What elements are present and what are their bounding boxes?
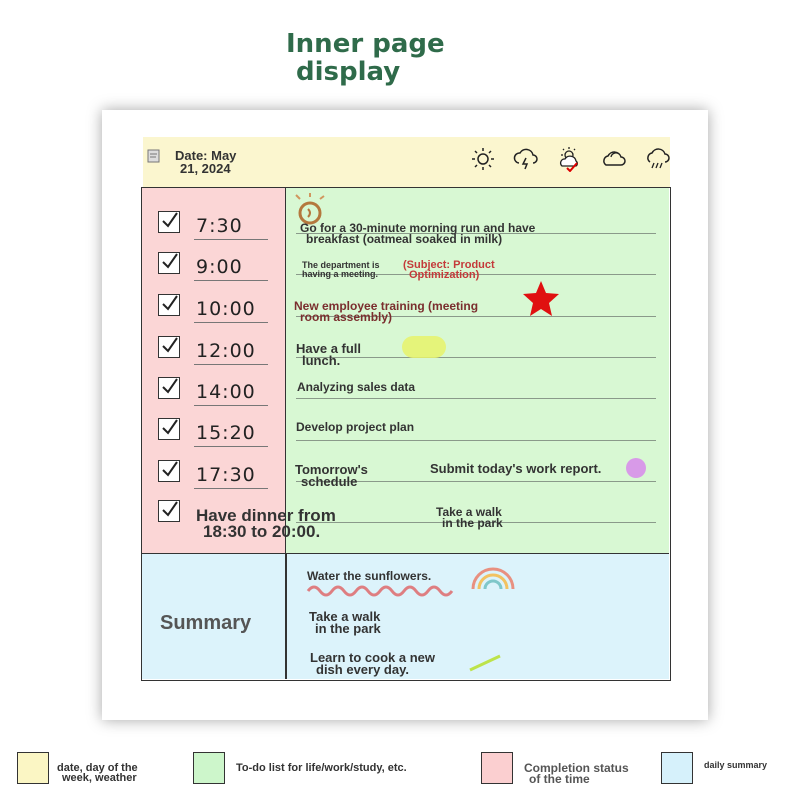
completion-checkbox[interactable] <box>158 252 180 274</box>
page-title-line2: display <box>296 57 401 87</box>
legend-daily-summary <box>704 760 767 770</box>
task-text-line2: in the park <box>442 516 503 530</box>
date-weather-header <box>143 137 670 187</box>
time-label: 9:00 <box>196 256 243 278</box>
task-text-line2: having a meeting. <box>302 269 379 279</box>
task-employee-training[interactable] <box>294 301 478 323</box>
summary-text: Water the sunflowers. <box>307 569 432 583</box>
task-subject-line1: (Subject: Product <box>403 259 495 271</box>
time-row <box>158 252 270 282</box>
summary-item[interactable] <box>309 611 381 635</box>
legend-swatch-blue <box>661 752 693 784</box>
legend-todo-list <box>236 763 407 773</box>
task-text: Submit today's work report. <box>430 461 602 476</box>
time-label: 7:30 <box>196 215 243 237</box>
legend-text: To-do list for life/work/study, etc. <box>236 762 407 774</box>
summary-label: Summary <box>160 612 252 634</box>
purple-dot-sticker <box>626 458 646 478</box>
task-text-line1: Have dinner from <box>196 506 336 525</box>
time-underline <box>194 364 268 365</box>
task-text-line1: Have a full <box>296 341 362 356</box>
legend-swatch-yellow <box>17 752 49 784</box>
summary-text-line2: in the park <box>315 621 381 636</box>
task-lunch[interactable] <box>296 343 361 367</box>
time-label: 15:20 <box>196 422 256 444</box>
time-underline <box>194 322 268 323</box>
task-text-line1: Go for a 30-minute morning run and have <box>300 221 536 235</box>
date-line1: Date: May <box>175 148 237 163</box>
task-walk-park[interactable] <box>436 507 503 529</box>
completion-checkbox[interactable] <box>158 211 180 233</box>
legend-swatch-pink <box>481 752 513 784</box>
legend-completion-status <box>524 763 629 785</box>
legend-text-line1: date, day of the <box>57 762 138 774</box>
summary-text-line2: dish every day. <box>316 662 409 677</box>
summary-text-line1: Learn to cook a new <box>310 650 435 665</box>
task-subject-line2: Optimization) <box>409 269 480 281</box>
legend-date-weather <box>57 763 138 783</box>
task-tomorrow-schedule[interactable] <box>295 464 368 488</box>
cloud-icon[interactable] <box>601 146 627 172</box>
task-text: Analyzing sales data <box>297 380 416 394</box>
date-label <box>175 149 285 175</box>
rainbow-icon <box>468 561 518 591</box>
task-dinner[interactable] <box>196 508 336 540</box>
time-underline <box>194 405 268 406</box>
summary-divider <box>285 554 287 679</box>
sun-cloud-icon[interactable] <box>557 146 583 172</box>
task-text: Develop project plan <box>296 420 415 434</box>
completion-checkbox[interactable] <box>158 294 180 316</box>
legend-text-line2: of the time <box>529 772 590 786</box>
todo-line <box>296 440 656 441</box>
note-icon <box>147 149 161 163</box>
sun-icon[interactable] <box>470 146 496 172</box>
time-row <box>158 418 270 448</box>
task-sales-data[interactable] <box>297 382 415 393</box>
task-text-line1: Take a walk <box>436 505 502 519</box>
task-morning-run[interactable] <box>300 223 535 245</box>
task-project-plan[interactable] <box>296 422 414 433</box>
task-meeting-subject <box>403 260 495 280</box>
page-title-line1: Inner page <box>286 29 445 59</box>
time-label: 12:00 <box>196 340 256 362</box>
time-row <box>158 336 270 366</box>
completion-checkbox[interactable] <box>158 377 180 399</box>
thunderstorm-icon[interactable] <box>513 146 539 172</box>
completion-checkbox[interactable] <box>158 418 180 440</box>
task-work-report[interactable] <box>430 463 601 475</box>
task-text-line2: schedule <box>301 474 358 489</box>
page-title <box>286 30 526 86</box>
time-label: 14:00 <box>196 381 256 403</box>
scribble-mark <box>306 583 466 597</box>
time-underline <box>194 446 268 447</box>
time-row <box>158 211 270 241</box>
pen-stroke-mark <box>468 654 504 672</box>
summary-text-line1: Take a walk <box>309 609 381 624</box>
task-text-line2: 18:30 to 20:00. <box>203 522 321 541</box>
time-label: 17:30 <box>196 464 256 486</box>
rain-icon[interactable] <box>645 146 671 172</box>
task-text-line2: breakfast (oatmeal soaked in milk) <box>306 232 503 246</box>
time-row <box>158 294 270 324</box>
task-text-line1: Tomorrow's <box>295 462 368 477</box>
time-underline <box>194 488 268 489</box>
legend-text-line1: Completion status <box>524 761 629 775</box>
todo-line <box>296 398 656 399</box>
time-underline <box>194 280 268 281</box>
legend-text-line2: week, weather <box>62 772 137 784</box>
summary-item[interactable] <box>307 571 431 582</box>
legend-swatch-green <box>193 752 225 784</box>
time-row <box>158 460 270 490</box>
highlighter-mark <box>402 336 446 358</box>
completion-checkbox[interactable] <box>158 460 180 482</box>
task-text-line1: New employee training (meeting <box>294 299 479 313</box>
task-text-line2: room assembly) <box>300 310 393 324</box>
task-department-meeting[interactable] <box>302 261 380 279</box>
summary-item[interactable] <box>310 652 435 676</box>
date-line2: 21, 2024 <box>180 161 231 176</box>
completion-checkbox[interactable] <box>158 336 180 358</box>
time-label: 10:00 <box>196 298 256 320</box>
time-underline <box>194 239 268 240</box>
task-text-line2: lunch. <box>302 353 341 368</box>
legend-text: daily summary <box>704 760 768 770</box>
completion-checkbox[interactable] <box>158 500 180 522</box>
star-sticker-icon <box>519 279 563 319</box>
time-row <box>158 377 270 407</box>
task-text-line1: The department is <box>302 260 380 270</box>
